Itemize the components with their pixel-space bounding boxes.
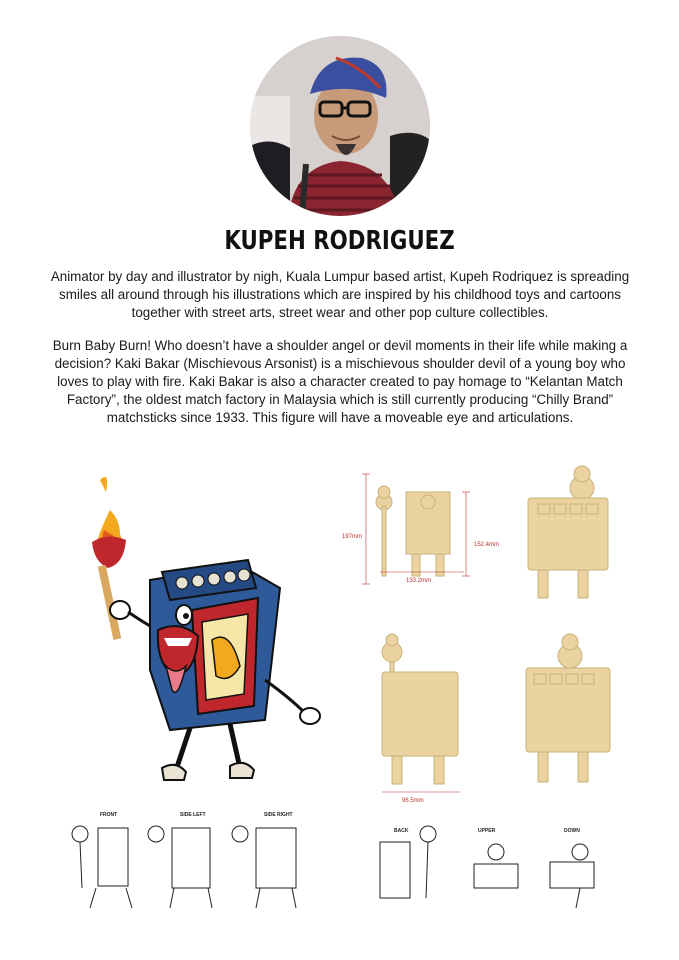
label-upper: UPPER	[478, 828, 496, 834]
dimension-height: 197mm	[342, 534, 363, 540]
artist-bio: Animator by day and illustrator by nigh, Kuala Lumpur based artist, Kupeh Rodriquez is spreading smiles all around through his illustrations which are inspired by his childhood toys and cartoons together with street arts, street wear and other pop culture collectibles.	[50, 269, 630, 320]
turnaround-sketches	[60, 808, 620, 918]
render-back	[518, 462, 618, 602]
label-side-right: SIDE RIGHT	[264, 812, 293, 818]
label-side-left: SIDE LEFT	[180, 812, 206, 818]
figure-description: Burn Baby Burn! Who doesn’t have a shoulder angel or devil moments in their life while making a decision? Kaki Bakar (Mischievous Arsonist) is a mischievous shoulder devil of a young boy who loves to play with fire. Kaki Bakar is also a character created to pay homage to “Kelantan Match Factory”, the oldest match factory in Malaysia which is still currently producing “Chilly Brand” matchsticks since 1933. This figure will have a moveable eye and articulations.	[52, 338, 628, 425]
label-back: BACK	[394, 828, 409, 834]
label-down: DOWN	[564, 828, 580, 834]
artist-name: KUPEH RODRIGUEZ	[224, 226, 455, 256]
dimension-depth: 96.5mm	[402, 798, 424, 802]
character-illustration	[80, 470, 330, 790]
dimension-body-height: 152.4mm	[474, 542, 500, 548]
render-side-a	[370, 632, 470, 802]
render-side-b	[518, 632, 618, 792]
dimension-width: 133.2mm	[406, 578, 432, 584]
artist-portrait	[250, 36, 430, 216]
render-front-dimensions	[340, 462, 520, 592]
label-front: FRONT	[100, 812, 118, 818]
